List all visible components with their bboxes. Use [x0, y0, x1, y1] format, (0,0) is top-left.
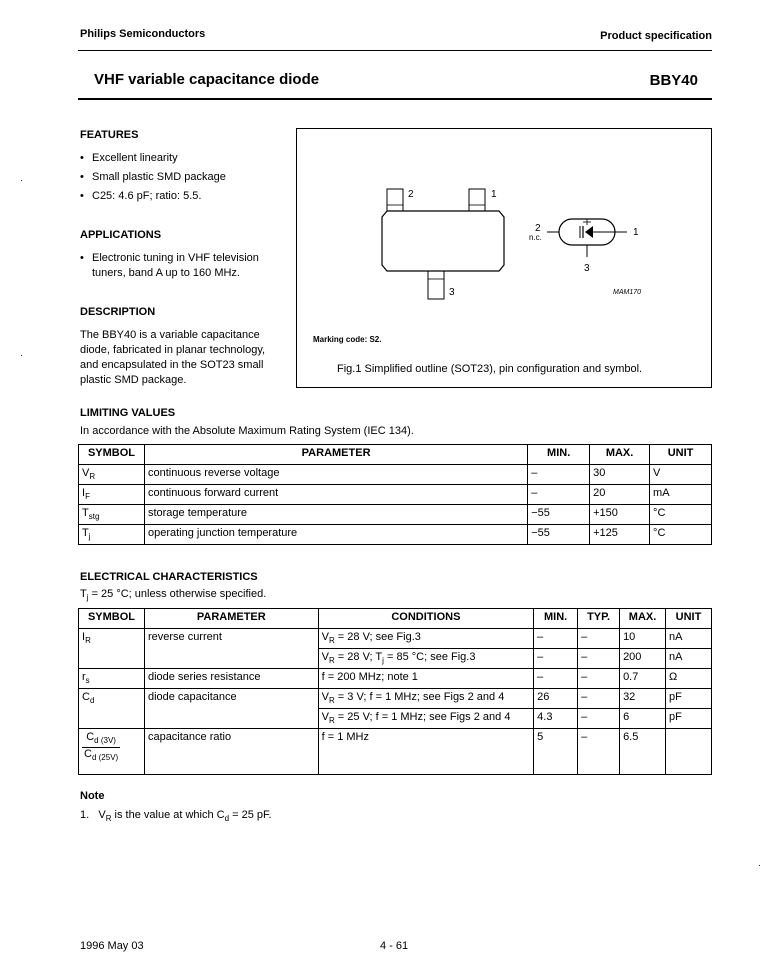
column-header: SYMBOL — [79, 445, 145, 465]
column-header: UNIT — [666, 609, 712, 629]
symbol-cell: $I_R$ — [79, 629, 145, 669]
parameter-cell: storage temperature — [144, 505, 527, 525]
limiting-values-table — [78, 444, 712, 545]
unit-cell: mA — [650, 485, 712, 505]
min-cell: −55 — [528, 505, 590, 525]
margin-mark: · — [20, 350, 23, 360]
header-rule — [78, 50, 712, 51]
margin-mark: · — [758, 860, 761, 870]
page-title: VHF variable capacitance diode — [94, 71, 320, 88]
company-name: Philips Semiconductors — [80, 28, 206, 40]
description-heading: DESCRIPTION — [80, 306, 156, 318]
margin-mark: · — [20, 175, 23, 185]
max-cell: 10 — [620, 629, 666, 649]
features-list — [80, 151, 290, 208]
ratio-fraction: $\frac{C_{d (3V)}}{C_{d (25V)}}$ — [84, 731, 119, 763]
applications-list — [80, 251, 295, 285]
applications-heading: APPLICATIONS — [80, 229, 162, 241]
max-cell: 20 — [590, 485, 650, 505]
diode-icon — [585, 226, 593, 238]
electrical-heading: ELECTRICAL CHARACTERISTICS — [80, 571, 258, 583]
table-row — [79, 689, 712, 709]
parameter-cell: continuous reverse voltage — [144, 465, 527, 485]
sot23-outline-drawing — [297, 129, 711, 387]
parameter-cell: diode series resistance — [144, 669, 318, 689]
parameter-cell: diode capacitance — [144, 689, 318, 729]
min-cell: 5 — [534, 729, 578, 775]
typ-cell: – — [578, 629, 620, 649]
pin-1-lead — [469, 189, 485, 211]
min-cell: – — [528, 465, 590, 485]
footer-date: 1996 May 03 — [80, 940, 144, 952]
pin-label: 2 — [408, 189, 414, 200]
unit-cell — [666, 729, 712, 775]
conditions-cell: $V_R = 25$ V; f = 1 MHz; see Figs 2 and 4 — [318, 709, 534, 729]
conditions-cell: $V_R = 28$ V; $T_j = 85$ °C; see Fig.3 — [318, 649, 534, 669]
typ-cell: – — [578, 689, 620, 709]
pin-label: 2 — [535, 223, 541, 234]
parameter-cell: reverse current — [144, 629, 318, 669]
conditions-cell: f = 200 MHz; note 1 — [318, 669, 534, 689]
electrical-table — [78, 608, 712, 775]
title-rule — [78, 98, 712, 100]
table-row — [79, 525, 712, 545]
min-cell: – — [534, 669, 578, 689]
symbol-cell: $T_{stg}$ — [79, 505, 145, 525]
list-item: • Electronic tuning in VHF television tuners, band A up to 160 MHz. — [80, 251, 295, 281]
conditions-cell: $V_R = 28$ V; see Fig.3 — [318, 629, 534, 649]
conditions-cell: f = 1 MHz — [318, 729, 534, 775]
typ-cell: – — [578, 669, 620, 689]
symbol-cell — [79, 729, 145, 775]
description-text: The BBY40 is a variable capacitance diode, fabricated in planar technology, and encapsulated in the SOT23 small plastic SMD package. — [80, 329, 266, 386]
min-cell: −55 — [528, 525, 590, 545]
parameter-cell: capacitance ratio — [144, 729, 318, 775]
pin-label: 1 — [491, 189, 497, 200]
column-header: CONDITIONS — [318, 609, 534, 629]
column-header: TYP. — [578, 609, 620, 629]
unit-cell: V — [650, 465, 712, 485]
unit-cell: nA — [666, 629, 712, 649]
typ-cell: – — [578, 709, 620, 729]
table-header-row — [79, 445, 712, 465]
unit-cell: pF — [666, 689, 712, 709]
note-text: 1. $V_R$ is the value at which $C_d = 25$ pF. — [80, 809, 272, 824]
parameter-cell: continuous forward current — [144, 485, 527, 505]
symbol-cell: $C_d$ — [79, 689, 145, 729]
figure-caption: Fig.1 Simplified outline (SOT23), pin configuration and symbol. — [337, 363, 643, 375]
figure-reference: MAM170 — [613, 289, 642, 296]
max-cell: 200 — [620, 649, 666, 669]
list-item: • C25: 4.6 pF; ratio: 5.5. — [80, 189, 290, 204]
pin-label: 1 — [633, 227, 639, 238]
parameter-cell: operating junction temperature — [144, 525, 527, 545]
table-row — [79, 669, 712, 689]
column-header: SYMBOL — [79, 609, 145, 629]
min-cell: 26 — [534, 689, 578, 709]
max-cell: 32 — [620, 689, 666, 709]
column-header: PARAMETER — [144, 445, 527, 465]
column-header: UNIT — [650, 445, 712, 465]
max-cell: +125 — [590, 525, 650, 545]
marking-code: Marking code: S2. — [313, 335, 382, 344]
electrical-conditions: $T_j = 25$ °C; unless otherwise specified. — [80, 588, 267, 603]
pin-3-lead — [428, 271, 444, 299]
list-item: • Small plastic SMD package — [80, 170, 290, 185]
limiting-values-intro: In accordance with the Absolute Maximum Rating System (IEC 134). — [80, 425, 414, 437]
column-header: MIN. — [528, 445, 590, 465]
min-cell: – — [534, 649, 578, 669]
symbol-cell: $V_R$ — [79, 465, 145, 485]
figure-box — [296, 128, 712, 388]
max-cell: 6.5 — [620, 729, 666, 775]
unit-cell: nA — [666, 649, 712, 669]
page-number: 4 - 61 — [380, 940, 409, 952]
list-item: • Excellent linearity — [80, 151, 290, 166]
conditions-cell: $V_R = 3$ V; f = 1 MHz; see Figs 2 and 4 — [318, 689, 534, 709]
pin-label: 3 — [449, 287, 455, 298]
unit-cell: pF — [666, 709, 712, 729]
column-header: MIN. — [534, 609, 578, 629]
max-cell: 0.7 — [620, 669, 666, 689]
typ-cell: – — [578, 729, 620, 775]
min-cell: 4.3 — [534, 709, 578, 729]
max-cell: 6 — [620, 709, 666, 729]
limiting-values-heading: LIMITING VALUES — [80, 407, 176, 419]
pin-2-lead — [387, 189, 403, 211]
min-cell: – — [534, 629, 578, 649]
unit-cell: °C — [650, 525, 712, 545]
part-number: BBY40 — [649, 72, 698, 89]
features-heading: FEATURES — [80, 129, 139, 141]
package-body — [382, 211, 504, 271]
min-cell: – — [528, 485, 590, 505]
table-row — [79, 629, 712, 649]
nc-label: n.c. — [529, 233, 542, 242]
table-header-row — [79, 609, 712, 629]
table-row — [79, 729, 712, 775]
typ-cell: – — [578, 649, 620, 669]
column-header: PARAMETER — [144, 609, 318, 629]
max-cell: +150 — [590, 505, 650, 525]
note-heading: Note — [80, 790, 105, 802]
unit-cell: °C — [650, 505, 712, 525]
max-cell: 30 — [590, 465, 650, 485]
symbol-cell: $r_s$ — [79, 669, 145, 689]
table-row — [79, 485, 712, 505]
unit-cell: Ω — [666, 669, 712, 689]
column-header: MAX. — [590, 445, 650, 465]
pin-label: 3 — [584, 263, 590, 274]
document-type: Product specification — [600, 30, 712, 42]
column-header: MAX. — [620, 609, 666, 629]
table-row — [79, 465, 712, 485]
symbol-cell: $I_F$ — [79, 485, 145, 505]
table-row — [79, 505, 712, 525]
symbol-cell: $T_j$ — [79, 525, 145, 545]
